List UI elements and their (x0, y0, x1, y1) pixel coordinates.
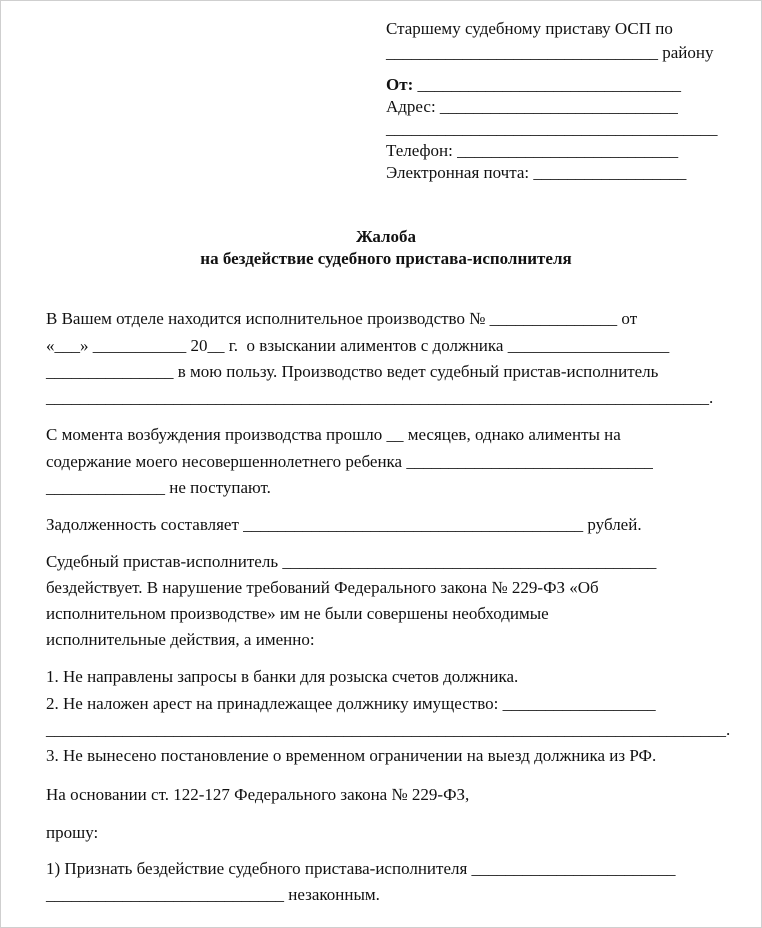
email-field: Электронная почта: __________________ (386, 163, 687, 182)
paragraph-2-line: содержание моего несовершеннолетнего ребенка _____________________________ (46, 452, 653, 471)
debt-line: Задолженность составляет ________________________________________ рублей. (46, 515, 642, 534)
request-intro: прошу: (46, 823, 99, 842)
list-item: 2. Не наложен арест на принадлежащее должнику имущество: __________________ (46, 694, 656, 713)
list-item: 1. Не направлены запросы в банки для розыска счетов должника. (46, 667, 519, 686)
list-item: 3. Не вынесено постановление о временном ограничении на выезд должника из РФ. (46, 746, 657, 765)
addressee-line-1: Старшему судебному приставу ОСП по (386, 19, 673, 38)
paragraph-4-line: бездействует. В нарушение требований Федерального закона № 229-ФЗ «Об (46, 578, 599, 597)
phone-field: Телефон: __________________________ (386, 141, 679, 160)
address-continuation: _______________________________________ (386, 119, 718, 138)
paragraph-1-line: _______________ в мою пользу. Производство ведет судебный пристав-исполнитель (46, 362, 659, 381)
request-item-continuation: ____________________________ незаконным. (46, 885, 380, 904)
legal-basis-line: На основании ст. 122-127 Федерального закона № 229-ФЗ, (46, 785, 470, 804)
from-label: От: (386, 75, 414, 94)
paragraph-2-line: ______________ не поступают. (46, 478, 271, 497)
request-item: 1) Признать бездействие судебного пристава-исполнителя ________________________ (46, 859, 676, 878)
paragraph-4-line: исполнительном производстве» им не были совершены необходимые (46, 604, 549, 623)
list-item-continuation: ________________________________________________________________________________. (46, 720, 731, 739)
paragraph-4-line: исполнительные действия, а именно: (46, 630, 315, 649)
from-field (386, 75, 681, 95)
paragraph-1-line: ______________________________________________________________________________. (46, 388, 714, 407)
paragraph-1-line: «___» ___________ 20__ г. о взыскании алиментов с должника ___________________ (46, 336, 670, 355)
document-subtitle: на бездействие судебного пристава-исполнителя (200, 249, 572, 268)
paragraph-1-line: В Вашем отделе находится исполнительное производство № _______________ от (46, 309, 638, 328)
document-title: Жалоба (355, 227, 417, 246)
paragraph-4-line: Судебный пристав-исполнитель ____________________________________________ (46, 552, 657, 571)
addressee-district: ________________________________ району (386, 43, 714, 62)
address-field: Адрес: ____________________________ (386, 97, 678, 116)
paragraph-2-line: С момента возбуждения производства прошло __ месяцев, однако алименты на (46, 425, 621, 444)
from-blank: _______________________________ (413, 75, 681, 94)
